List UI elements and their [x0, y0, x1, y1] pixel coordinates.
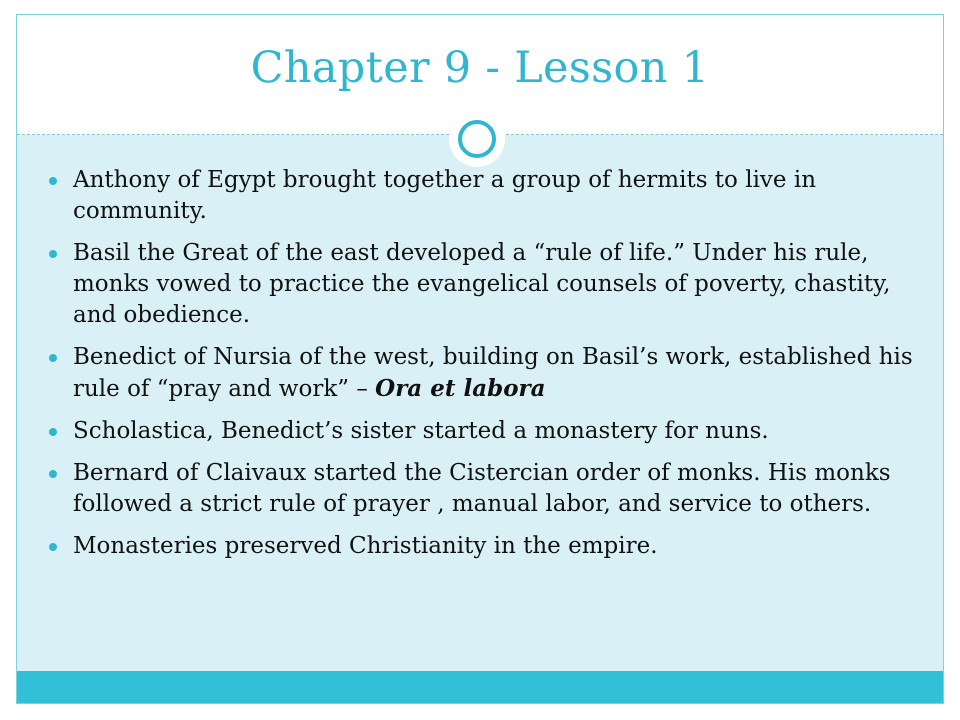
bullet-emphasis: Ora et labora	[375, 375, 546, 402]
bullet-dot-icon	[49, 470, 57, 478]
bullet-item	[17, 165, 943, 227]
bullet-text: Anthony of Egypt brought together a group of hermits to live in community.	[73, 167, 817, 224]
bullet-text: Bernard of Claivaux started the Cistercian order of monks. His monks followed a strict rule of prayer , manual labor, and service to others.	[73, 460, 891, 517]
circle-ornament-icon	[458, 120, 496, 158]
bullet-item	[17, 531, 943, 562]
bullet-dot-icon	[49, 177, 57, 185]
bullet-list	[17, 165, 943, 573]
bullet-text: Basil the Great of the east developed a “rule of life.” Under his rule, monks vowed to practice the evangelical counsels of poverty, chastity, and obedience.	[73, 240, 891, 328]
bullet-dot-icon	[49, 543, 57, 551]
slide-title: Chapter 9 - Lesson 1	[250, 43, 710, 93]
bullet-item	[17, 416, 943, 447]
bullet-text: Monasteries preserved Christianity in the empire.	[73, 533, 658, 559]
bottom-accent-bar	[17, 671, 943, 704]
bullet-dot-icon	[49, 428, 57, 436]
slide	[16, 14, 944, 704]
bullet-text: Scholastica, Benedict’s sister started a monastery for nuns.	[73, 418, 769, 444]
bullet-dot-icon	[49, 250, 57, 258]
bullet-dot-icon	[49, 354, 57, 362]
bullet-item	[17, 458, 943, 520]
bullet-item	[17, 238, 943, 331]
bullet-item	[17, 342, 943, 405]
bullet-text: Benedict of Nursia of the west, building on Basil’s work, established his rule of “pray and work” –	[73, 344, 913, 402]
